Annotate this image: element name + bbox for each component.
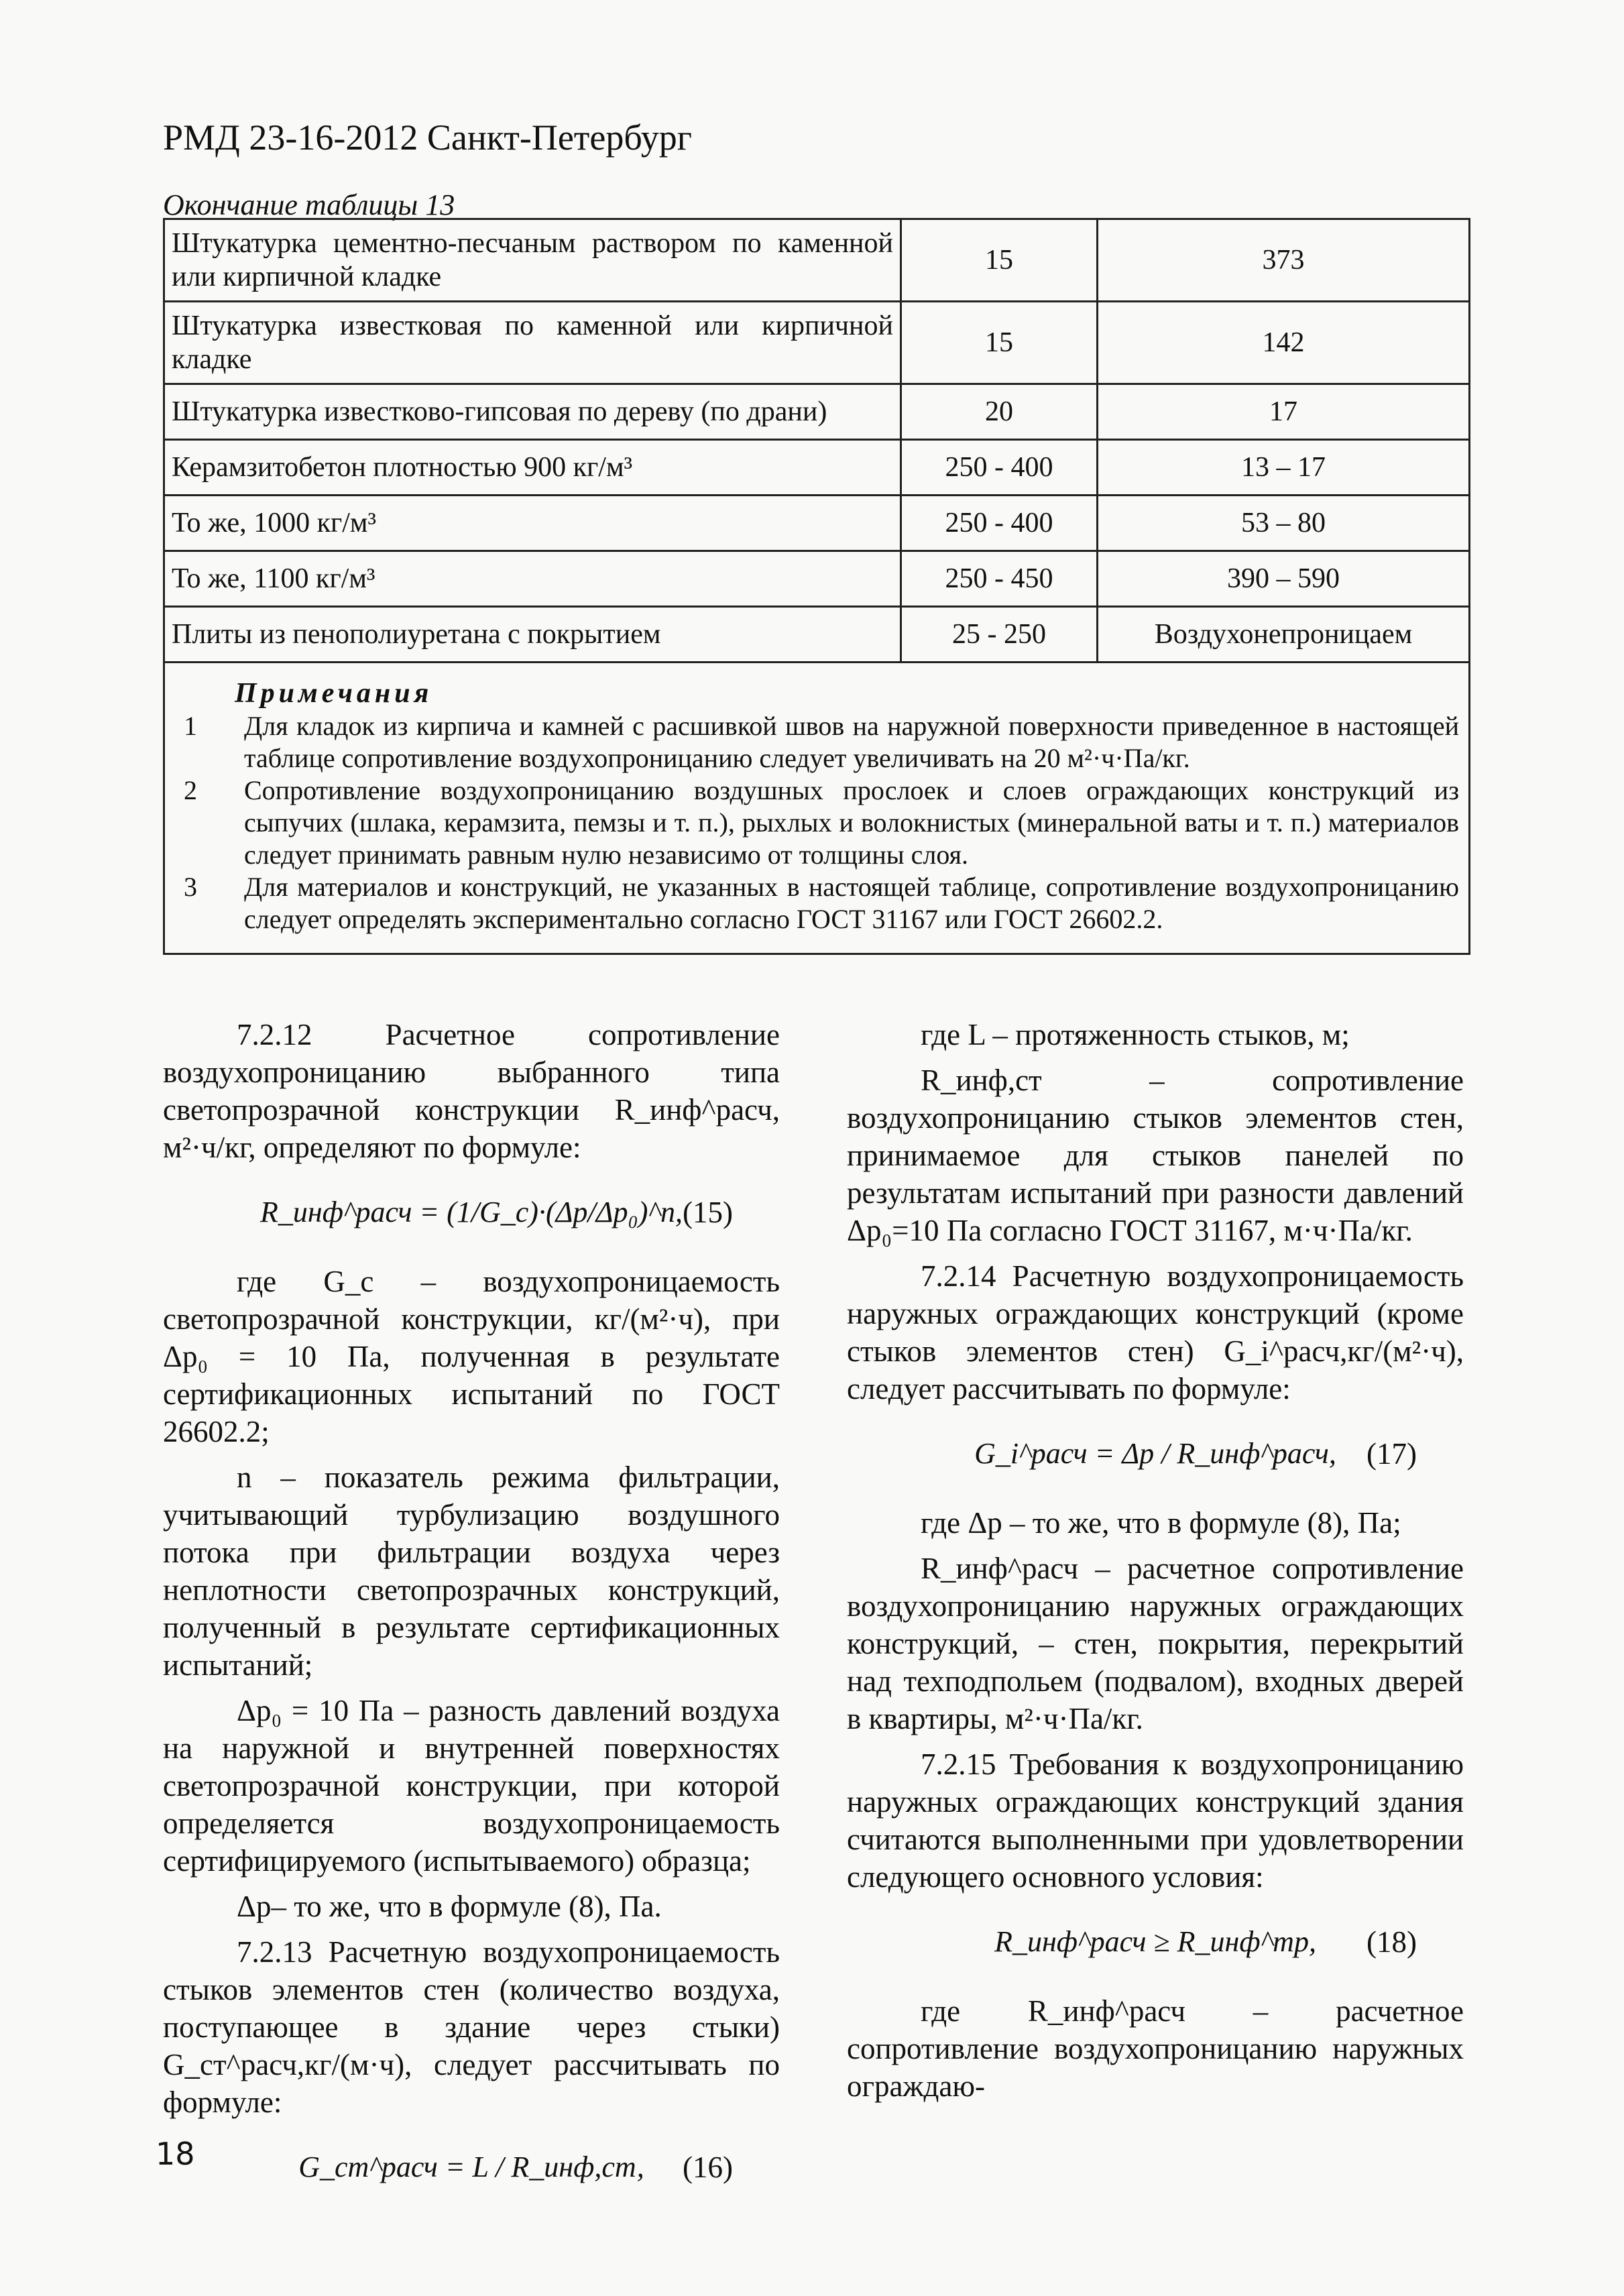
cell-resistance: 142 xyxy=(1098,302,1470,384)
note-number: 2 xyxy=(184,775,197,805)
notes-row xyxy=(164,663,1470,954)
right-column xyxy=(847,1016,1464,2113)
note-item xyxy=(174,871,1459,935)
paragraph-7-2-12: 7.2.12 Расчетное сопротивление воздухопроницанию выбранного типа светопрозрачной конструкции R_инф^расч, м²·ч/кг, определяют по формуле: xyxy=(163,1018,780,1164)
cell-material: Штукатурка цементно-песчаным раствором по каменной или кирпичной кладке xyxy=(164,219,901,302)
paragraph-dp0-definition: Δp₀ = 10 Па – разность давлений воздуха на наружной и внутренней поверхностях светопрозрачной конструкции, при которой определяется воздухопроницаемость сертифицируемого (испытываемого) образца; xyxy=(163,1694,780,1878)
page-number: 18 xyxy=(156,2136,195,2172)
paragraph-dp-reference: где Δp – то же, что в формуле (8), Па; xyxy=(921,1506,1401,1540)
formula-16 xyxy=(163,2130,780,2204)
note-item xyxy=(174,710,1459,774)
cell-thickness: 250 - 450 xyxy=(901,551,1098,607)
cell-thickness: 15 xyxy=(901,219,1098,302)
formula-16-expression: G_ст^расч = L / R_инф,ст, xyxy=(298,2150,644,2183)
paragraph-dp-definition: Δp– то же, что в формуле (8), Па. xyxy=(237,1890,662,1923)
paragraph-rinf-st-definition: R_инф,ст – сопротивление воздухопроницанию стыков элементов стен, принимаемое для стыков панелей по результатам испытаний при разности давлений Δp₀=10 Па согласно ГОСТ 31167, м·ч·Па/кг. xyxy=(847,1064,1464,1247)
table-row xyxy=(164,440,1470,496)
formula-18 xyxy=(847,1905,1464,1979)
cell-material: Плиты из пенополиуретана с покрытием xyxy=(164,607,901,663)
note-number: 1 xyxy=(184,711,197,741)
paragraph-n-definition: n – показатель режима фильтрации, учитывающий турбулизацию воздушного потока при фильтрации воздуха через неплотности светопрозрачных конструкций, полученный в результате сертификационных испытаний; xyxy=(163,1460,780,1682)
paragraph-rinf-definition: R_инф^расч – расчетное сопротивление воздухопроницанию наружных ограждающих конструкций, – стен, покрытия, перекрытий над техподпольем (подвалом), входных дверей в квартиры, м²·ч·Па/кг. xyxy=(847,1552,1464,1735)
notes-cell xyxy=(164,663,1470,954)
cell-thickness: 20 xyxy=(901,384,1098,440)
cell-resistance: 373 xyxy=(1098,219,1470,302)
cell-resistance: Воздухонепроницаем xyxy=(1098,607,1470,663)
notes-list xyxy=(174,710,1459,935)
table-row xyxy=(164,219,1470,302)
table-row xyxy=(164,384,1470,440)
materials-table xyxy=(163,218,1470,955)
cell-resistance: 13 – 17 xyxy=(1098,440,1470,496)
document-header: РМД 23-16-2012 Санкт-Петербург xyxy=(163,117,692,158)
formula-16-number: (16) xyxy=(683,2150,733,2184)
table-row xyxy=(164,607,1470,663)
note-text: Сопротивление воздухопроницанию воздушных прослоек и слоев ограждающих конструкций из сыпучих (шлака, керамзита, пемзы и т. п.), рыхлых и волокнистых (минеральной ваты и т. п.) материалов следует принимать равным нулю независимо от толщины слоя. xyxy=(244,775,1459,870)
formula-17-expression: G_i^расч = Δp / R_инф^расч, xyxy=(974,1437,1336,1470)
formula-15 xyxy=(163,1175,780,1249)
table-row xyxy=(164,551,1470,607)
paragraph-7-2-15: 7.2.15 Требования к воздухопроницанию наружных ограждающих конструкций здания считаются выполненными при удовлетворении следующего основного условия: xyxy=(847,1747,1464,1894)
formula-15-expression: R_инф^расч = (1/G_c)·(Δp/Δp₀)^n, xyxy=(259,1196,683,1228)
cell-thickness: 250 - 400 xyxy=(901,496,1098,551)
note-item xyxy=(174,774,1459,871)
cell-resistance: 53 – 80 xyxy=(1098,496,1470,551)
cell-thickness: 15 xyxy=(901,302,1098,384)
formula-17-number: (17) xyxy=(1367,1437,1417,1471)
notes-title: Примечания xyxy=(235,678,433,709)
table-row xyxy=(164,496,1470,551)
cell-material: Штукатурка известковая по каменной или кирпичной кладке xyxy=(164,302,901,384)
paragraph-l-definition: где L – протяженность стыков, м; xyxy=(921,1018,1350,1051)
paragraph-gc-definition: где G_c – воздухопроницаемость светопрозрачной конструкции, кг/(м²·ч), при Δp₀ = 10 Па, полученная в результате сертификационных испытаний по ГОСТ 26602.2; xyxy=(163,1265,780,1448)
cell-resistance: 390 – 590 xyxy=(1098,551,1470,607)
formula-17 xyxy=(847,1417,1464,1491)
cell-thickness: 250 - 400 xyxy=(901,440,1098,496)
cell-material: То же, 1100 кг/м³ xyxy=(164,551,901,607)
cell-material: Керамзитобетон плотностью 900 кг/м³ xyxy=(164,440,901,496)
cell-material: То же, 1000 кг/м³ xyxy=(164,496,901,551)
cell-material: Штукатурка известково-гипсовая по дереву (по драни) xyxy=(164,384,901,440)
formula-18-number: (18) xyxy=(1367,1925,1417,1959)
table-row xyxy=(164,302,1470,384)
left-column xyxy=(163,1016,780,2218)
note-text: Для материалов и конструкций, не указанных в настоящей таблице, сопротивление воздухопроницанию следует определять экспериментально согласно ГОСТ 31167 или ГОСТ 26602.2. xyxy=(244,872,1459,934)
formula-15-number: (15) xyxy=(683,1196,733,1229)
paragraph-rinf-req: где R_инф^расч – расчетное сопротивление воздухопроницанию наружных ограждаю- xyxy=(847,1994,1464,2103)
cell-resistance: 17 xyxy=(1098,384,1470,440)
cell-thickness: 25 - 250 xyxy=(901,607,1098,663)
paragraph-7-2-13: 7.2.13 Расчетную воздухопроницаемость стыков элементов стен (количество воздуха, поступающее в здание через стыки) G_ст^расч,кг/(м·ч), следует рассчитывать по формуле: xyxy=(163,1935,780,2119)
paragraph-7-2-14: 7.2.14 Расчетную воздухопроницаемость наружных ограждающих конструкций (кроме стыков элементов стен) G_i^расч,кг/(м²·ч), следует рассчитывать по формуле: xyxy=(847,1259,1464,1405)
note-number: 3 xyxy=(184,872,197,902)
formula-18-expression: R_инф^расч ≥ R_инф^тр, xyxy=(994,1925,1316,1958)
note-text: Для кладок из кирпича и камней с расшивкой швов на наружной поверхности приведенное в настоящей таблице сопротивление воздухопроницанию следует увеличивать на 20 м²·ч·Па/кг. xyxy=(244,711,1459,773)
table-continuation-caption: Окончание таблицы 13 xyxy=(163,188,455,221)
